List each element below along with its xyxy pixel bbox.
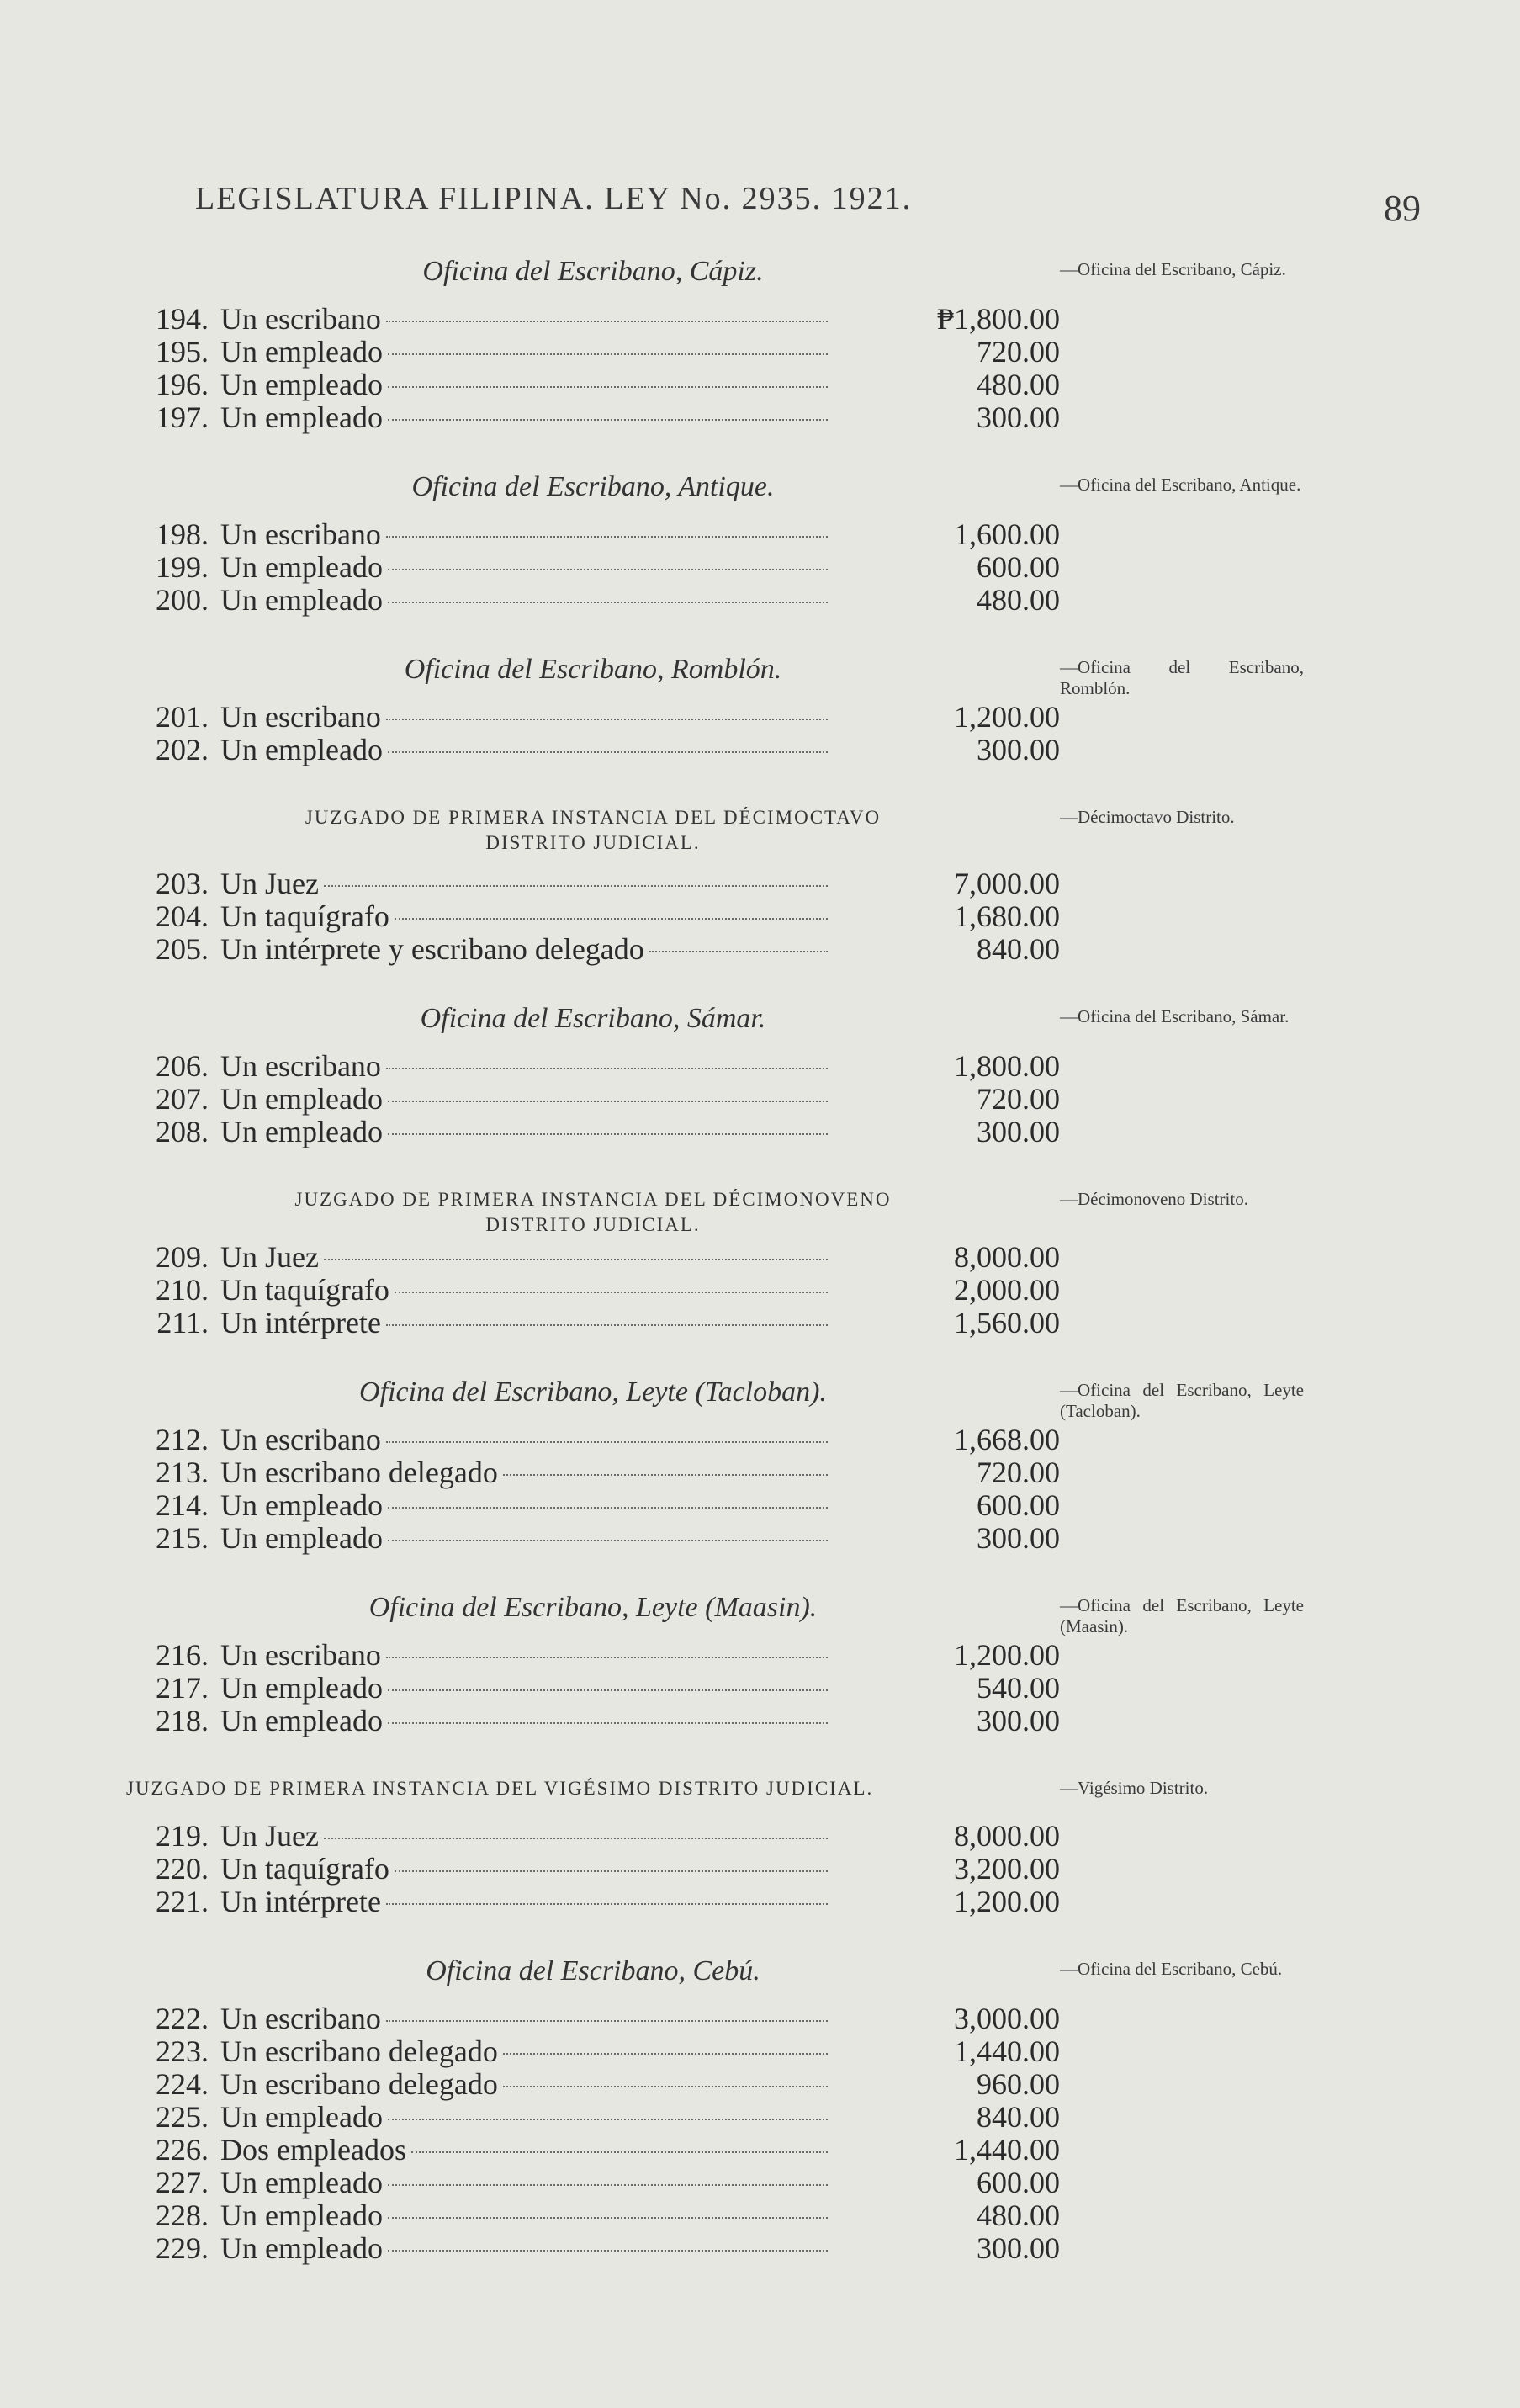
dot-leader	[411, 2151, 828, 2153]
item-amount: 300.00	[977, 400, 1060, 434]
section-court-19th-district	[126, 1182, 1248, 1339]
list-item	[126, 1705, 1060, 1737]
list-item	[126, 1853, 1060, 1886]
item-description: Un escribano delegado	[220, 2034, 498, 2068]
item-amount: 7,000.00	[954, 867, 1060, 900]
item-description: Un escribano	[220, 517, 381, 551]
item-amount: 1,200.00	[954, 1885, 1060, 1918]
dot-leader	[324, 1259, 828, 1260]
item-description: Un empleado	[220, 733, 383, 766]
item-number: 224.	[156, 2067, 209, 2101]
margin-note: —Vigésimo Distrito.	[1060, 1778, 1209, 1798]
item-number: 209.	[156, 1240, 209, 1274]
list-item	[126, 2002, 1060, 2035]
item-description: Un Juez	[220, 1240, 319, 1274]
section-title: Oficina del Escribano, Cebú.	[426, 1955, 760, 1986]
margin-note: —Oficina del Escribano, Antique.	[1060, 475, 1301, 495]
list-item	[126, 933, 1060, 966]
item-amount: 840.00	[977, 2100, 1060, 2134]
dot-leader	[503, 2086, 828, 2087]
item-amount: 1,560.00	[954, 1306, 1060, 1339]
dot-leader	[388, 751, 828, 753]
section-title: Oficina del Escribano, Leyte (Maasin).	[368, 1592, 818, 1623]
dot-leader	[649, 951, 828, 952]
item-number: 226.	[156, 2133, 209, 2167]
dot-leader	[386, 321, 828, 322]
margin-note: —Décimoctavo Distrito.	[1060, 807, 1235, 827]
section-title: Oficina del Escribano, Sámar.	[420, 1003, 766, 1034]
list-item	[126, 1083, 1060, 1116]
item-description: Un empleado	[220, 1704, 383, 1737]
dot-leader	[386, 1068, 828, 1069]
item-description: Un escribano	[220, 2002, 381, 2035]
list-item	[126, 1639, 1060, 1672]
item-number: 196.	[156, 368, 209, 401]
list-item	[126, 2035, 1060, 2068]
dot-leader	[388, 1689, 828, 1691]
list-item	[126, 1489, 1060, 1522]
list-item	[126, 2199, 1060, 2232]
dot-leader	[386, 2020, 828, 2022]
list-item	[126, 734, 1060, 766]
section-title: Oficina del Escribano, Romblón.	[404, 654, 782, 685]
list-item	[126, 1050, 1060, 1083]
list-item	[126, 867, 1060, 900]
item-number: 215.	[156, 1521, 209, 1555]
item-number: 225.	[156, 2100, 209, 2134]
item-amount: 300.00	[977, 733, 1060, 766]
section-title	[126, 1771, 1060, 1801]
dot-leader	[503, 1474, 828, 1476]
item-description: Un Juez	[220, 867, 319, 900]
item-number: 219.	[156, 1819, 209, 1853]
item-number: 210.	[156, 1273, 209, 1307]
section-court-18th-district	[126, 800, 1235, 966]
margin-note: —Oficina del Escribano, Romblón.	[1060, 657, 1304, 698]
item-number: 217.	[156, 1671, 209, 1705]
dot-leader	[324, 885, 828, 887]
dot-leader	[388, 1133, 828, 1135]
item-amount: 8,000.00	[954, 1240, 1060, 1274]
dot-leader	[386, 719, 828, 720]
item-amount: 720.00	[977, 1456, 1060, 1489]
section-title-line1: JUZGADO DE PRIMERA INSTANCIA DEL DÉCIMONOVENO	[294, 1189, 892, 1210]
item-number: 221.	[156, 1885, 209, 1918]
section-court-20th-district	[126, 1771, 1209, 1918]
item-number: 222.	[156, 2002, 209, 2035]
item-amount: 600.00	[977, 550, 1060, 584]
item-description: Un escribano delegado	[220, 2067, 498, 2101]
list-item	[126, 1241, 1060, 1274]
dot-leader	[388, 1722, 828, 1724]
item-description: Un escribano	[220, 1049, 381, 1083]
item-amount: 840.00	[977, 932, 1060, 966]
list-item	[126, 2101, 1060, 2134]
list-item	[126, 1820, 1060, 1853]
item-amount: 480.00	[977, 2198, 1060, 2232]
item-amount: 300.00	[977, 1704, 1060, 1737]
section-title-line2: DISTRITO JUDICIAL.	[485, 1214, 701, 1235]
list-item	[126, 369, 1060, 401]
dot-leader	[388, 1540, 828, 1541]
item-number: 206.	[156, 1049, 209, 1083]
item-amount: 2,000.00	[954, 1273, 1060, 1307]
section-samar	[126, 1000, 1290, 1148]
item-amount: 480.00	[977, 583, 1060, 617]
item-description: Un empleado	[220, 1521, 383, 1555]
section-title-line1: JUZGADO DE PRIMERA INSTANCIA DEL VIGÉSIMO DISTRITO JUDICIAL.	[126, 1778, 874, 1799]
list-item	[126, 1886, 1060, 1918]
dot-leader	[386, 1441, 828, 1443]
item-amount: 960.00	[977, 2067, 1060, 2101]
list-item	[126, 2167, 1060, 2199]
list-item	[126, 1522, 1060, 1555]
item-number: 218.	[156, 1704, 209, 1737]
item-number: 198.	[156, 517, 209, 551]
item-number: 195.	[156, 335, 209, 369]
dot-leader	[386, 536, 828, 538]
section-cebu	[126, 1952, 1283, 2265]
list-item	[126, 303, 1060, 336]
item-description: Un empleado	[220, 368, 383, 401]
item-description: Un empleado	[220, 2166, 383, 2199]
item-number: 208.	[156, 1115, 209, 1148]
item-description: Un escribano	[220, 1423, 381, 1456]
item-number: 214.	[156, 1488, 209, 1522]
list-item	[126, 1672, 1060, 1705]
item-number: 229.	[156, 2231, 209, 2265]
item-number: 194.	[156, 302, 209, 336]
item-amount: 720.00	[977, 1082, 1060, 1116]
dot-leader	[388, 2184, 828, 2186]
item-number: 211.	[156, 1306, 209, 1339]
dot-leader	[395, 1870, 828, 1872]
margin-note: —Oficina del Escribano, Leyte (Tacloban).	[1060, 1380, 1304, 1421]
item-amount: 1,200.00	[954, 1638, 1060, 1672]
item-number: 203.	[156, 867, 209, 900]
dot-leader	[395, 1292, 828, 1293]
item-description: Un empleado	[220, 583, 383, 617]
item-number: 200.	[156, 583, 209, 617]
item-number: 220.	[156, 1852, 209, 1886]
item-amount: 300.00	[977, 1521, 1060, 1555]
dot-leader	[388, 2250, 828, 2252]
item-amount: 8,000.00	[954, 1819, 1060, 1853]
margin-note: —Oficina del Escribano, Cápiz.	[1060, 259, 1286, 279]
item-number: 207.	[156, 1082, 209, 1116]
section-title	[126, 800, 1060, 856]
item-amount: 300.00	[977, 1115, 1060, 1148]
item-number: 212.	[156, 1423, 209, 1456]
dot-leader	[388, 386, 828, 388]
item-number: 228.	[156, 2198, 209, 2232]
section-title: Oficina del Escribano, Antique.	[411, 471, 775, 502]
margin-note: —Décimonoveno Distrito.	[1060, 1189, 1248, 1209]
item-description: Un empleado	[220, 1671, 383, 1705]
dot-leader	[386, 1324, 828, 1326]
list-item	[126, 2068, 1060, 2101]
list-item	[126, 1424, 1060, 1456]
list-item	[126, 1116, 1060, 1148]
margin-note: —Oficina del Escribano, Leyte (Maasin).	[1060, 1595, 1304, 1636]
dot-leader	[386, 1903, 828, 1905]
item-description: Dos empleados	[220, 2133, 406, 2167]
section-title: Oficina del Escribano, Leyte (Tacloban).	[359, 1376, 827, 1408]
list-item	[126, 1307, 1060, 1339]
item-number: 202.	[156, 733, 209, 766]
dot-leader	[388, 1101, 828, 1102]
list-item	[126, 336, 1060, 369]
list-item	[126, 1274, 1060, 1307]
item-description: Un empleado	[220, 2198, 383, 2232]
list-item	[126, 518, 1060, 551]
list-item	[126, 900, 1060, 933]
item-amount: ₱1,800.00	[936, 302, 1060, 336]
item-description: Un empleado	[220, 400, 383, 434]
item-amount: 720.00	[977, 335, 1060, 369]
list-item	[126, 2134, 1060, 2167]
item-description: Un empleado	[220, 1115, 383, 1148]
item-amount: 540.00	[977, 1671, 1060, 1705]
item-amount: 1,800.00	[954, 1049, 1060, 1083]
list-item	[126, 584, 1060, 617]
margin-note: —Oficina del Escribano, Sámar.	[1060, 1006, 1290, 1026]
item-number: 204.	[156, 899, 209, 933]
item-description: Un taquígrafo	[220, 1273, 389, 1307]
appropriation-list	[126, 252, 1304, 2265]
dot-leader	[388, 1507, 828, 1509]
dot-leader	[388, 2119, 828, 2120]
item-description: Un empleado	[220, 2231, 383, 2265]
dot-leader	[388, 569, 828, 570]
item-description: Un Juez	[220, 1819, 319, 1853]
dot-leader	[386, 1657, 828, 1658]
dot-leader	[388, 419, 828, 421]
list-item	[126, 701, 1060, 734]
item-description: Un intérprete	[220, 1885, 381, 1918]
section-leyte-tacloban	[126, 1373, 1304, 1555]
item-description: Un escribano	[220, 1638, 381, 1672]
item-amount: 600.00	[977, 2166, 1060, 2199]
item-amount: 3,000.00	[954, 2002, 1060, 2035]
item-number: 197.	[156, 400, 209, 434]
item-description: Un escribano	[220, 302, 381, 336]
item-description: Un empleado	[220, 335, 383, 369]
item-description: Un intérprete	[220, 1306, 381, 1339]
item-number: 227.	[156, 2166, 209, 2199]
dot-leader	[388, 2217, 828, 2219]
item-description: Un taquígrafo	[220, 1852, 389, 1886]
section-title: Oficina del Escribano, Cápiz.	[422, 256, 764, 287]
item-amount: 1,200.00	[954, 700, 1060, 734]
section-capiz	[126, 252, 1286, 434]
section-romblon	[126, 650, 1304, 766]
item-description: Un taquígrafo	[220, 899, 389, 933]
item-amount: 3,200.00	[954, 1852, 1060, 1886]
section-title	[126, 1182, 1060, 1238]
item-amount: 300.00	[977, 2231, 1060, 2265]
margin-note: —Oficina del Escribano, Cebú.	[1060, 1959, 1283, 1979]
item-number: 205.	[156, 932, 209, 966]
item-number: 223.	[156, 2034, 209, 2068]
item-amount: 1,440.00	[954, 2034, 1060, 2068]
item-description: Un intérprete y escribano delegado	[220, 932, 644, 966]
item-number: 199.	[156, 550, 209, 584]
page-number: 89	[1384, 188, 1421, 229]
item-amount: 480.00	[977, 368, 1060, 401]
item-description: Un escribano delegado	[220, 1456, 498, 1489]
dot-leader	[324, 1838, 828, 1839]
list-item	[126, 2232, 1060, 2265]
running-header: LEGISLATURA FILIPINA. LEY No. 2935. 1921.	[195, 181, 913, 216]
item-amount: 1,680.00	[954, 899, 1060, 933]
section-leyte-maasin	[126, 1589, 1304, 1737]
section-title-line1: JUZGADO DE PRIMERA INSTANCIA DEL DÉCIMOCTAVO	[305, 807, 882, 828]
item-description: Un empleado	[220, 2100, 383, 2134]
item-number: 201.	[156, 700, 209, 734]
section-title-line2: DISTRITO JUDICIAL.	[485, 832, 701, 853]
list-item	[126, 551, 1060, 584]
dot-leader	[388, 602, 828, 603]
item-description: Un empleado	[220, 1082, 383, 1116]
dot-leader	[503, 2053, 828, 2055]
section-antique	[126, 468, 1301, 617]
item-description: Un empleado	[220, 1488, 383, 1522]
list-item	[126, 1456, 1060, 1489]
dot-leader	[395, 918, 828, 920]
item-description: Un empleado	[220, 550, 383, 584]
item-amount: 1,668.00	[954, 1423, 1060, 1456]
item-amount: 600.00	[977, 1488, 1060, 1522]
item-amount: 1,600.00	[954, 517, 1060, 551]
item-number: 216.	[156, 1638, 209, 1672]
list-item	[126, 401, 1060, 434]
item-amount: 1,440.00	[954, 2133, 1060, 2167]
item-description: Un escribano	[220, 700, 381, 734]
item-number: 213.	[156, 1456, 209, 1489]
dot-leader	[388, 353, 828, 355]
